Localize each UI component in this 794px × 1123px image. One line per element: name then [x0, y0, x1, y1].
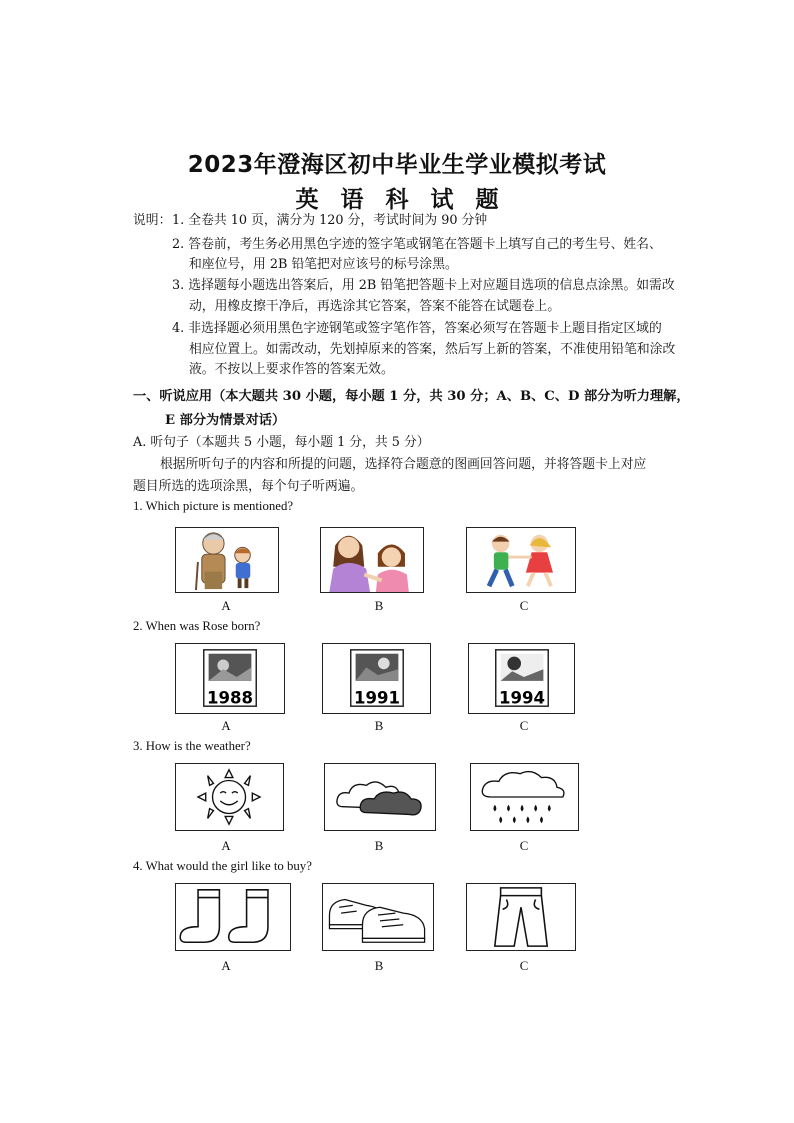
option-a-picture[interactable]: [175, 643, 285, 714]
question-2: 2. When was Rose born?: [133, 619, 261, 633]
mother-and-girl-icon: [321, 528, 423, 592]
year-label: 1994: [499, 688, 545, 708]
option-b-label: B: [374, 959, 384, 973]
option-a-label: A: [221, 599, 231, 613]
option-a-picture[interactable]: [175, 527, 279, 593]
part-a-desc: 根据所听句子的内容和所提的问题，选择符合题意的图画回答问题，并将答题卡上对应: [160, 457, 647, 472]
grandma-and-girl-icon: [176, 528, 278, 592]
instruction-line: 3. 选择题每小题选出答案后，用 2B 铅笔把答题卡上对应题目选项的信息点涂黑。如需改: [172, 278, 675, 293]
option-c-picture[interactable]: [466, 883, 576, 951]
option-b-label: B: [374, 599, 384, 613]
option-c-label: C: [519, 959, 529, 973]
option-b-picture[interactable]: [320, 527, 424, 593]
trousers-icon: [467, 884, 575, 950]
calendar-icon: [323, 644, 430, 713]
option-a-picture[interactable]: [175, 883, 291, 951]
calendar-icon: [469, 644, 574, 713]
shoes-icon: [323, 884, 433, 950]
exam-title: 2023年澄海区初中毕业生学业模拟考试: [187, 152, 607, 178]
question-1: 1. Which picture is mentioned?: [133, 499, 294, 513]
option-b-picture[interactable]: [322, 643, 431, 714]
calendar-icon: [176, 644, 284, 713]
year-label: 1988: [207, 688, 253, 708]
option-c-label: C: [519, 599, 529, 613]
instruction-line: 2. 答卷前，考生务必用黑色字迹的签字笔或钢笔在答题卡上填写自己的考生号、姓名、: [172, 237, 662, 252]
year-label: 1991: [354, 688, 400, 708]
option-b-picture[interactable]: [322, 883, 434, 951]
option-a-label: A: [221, 719, 231, 733]
option-a-label: A: [221, 839, 231, 853]
option-c-picture[interactable]: [470, 763, 579, 831]
instruction-line: 相应位置上。如需改动，先划掉原来的答案，然后写上新的答案，不准使用铅笔和涂改: [189, 342, 676, 357]
option-b-picture[interactable]: [324, 763, 436, 831]
instruction-line: 1. 全卷共 10 页，满分为 120 分，考试时间为 90 分钟: [172, 213, 488, 228]
option-c-label: C: [519, 719, 529, 733]
option-c-picture[interactable]: [466, 527, 576, 593]
section-heading: 一、听说应用（本大题共 30 小题，每小题 1 分，共 30 分；A、B、C、D 部分为听力理解，: [133, 389, 690, 404]
option-c-label: C: [519, 839, 529, 853]
cloud-icon: [325, 764, 435, 830]
option-a-label: A: [221, 959, 231, 973]
option-b-label: B: [374, 719, 384, 733]
rain-icon: [471, 764, 578, 830]
section-heading-cont: E 部分为情景对话）: [165, 413, 286, 428]
instruction-line: 4. 非选择题必须用黑色字迹钢笔或签字笔作答，答案必须写在答题卡上题目指定区域的: [172, 321, 662, 336]
sun-icon: [176, 764, 283, 830]
instruction-line: 液。不按以上要求作答的答案无效。: [189, 362, 394, 377]
exam-subtitle: 英语科试题: [295, 187, 521, 213]
question-4: 4. What would the girl like to buy?: [133, 859, 312, 873]
part-a-heading: A. 听句子（本题共 5 小题，每小题 1 分，共 5 分）: [133, 435, 430, 450]
instruction-line: 和座位号，用 2B 铅笔把对应该号的标号涂黑。: [189, 257, 458, 272]
socks-icon: [176, 884, 290, 950]
children-walking-icon: [467, 528, 575, 592]
instruction-line: 动，用橡皮擦干净后，再选涂其它答案，答案不能答在试题卷上。: [189, 299, 561, 314]
option-a-picture[interactable]: [175, 763, 284, 831]
question-3: 3. How is the weather?: [133, 739, 251, 753]
instructions-label: 说明：: [133, 213, 172, 228]
part-a-desc: 题目所选的选项涂黑，每个句子听两遍。: [133, 479, 364, 494]
option-c-picture[interactable]: [468, 643, 575, 714]
option-b-label: B: [374, 839, 384, 853]
